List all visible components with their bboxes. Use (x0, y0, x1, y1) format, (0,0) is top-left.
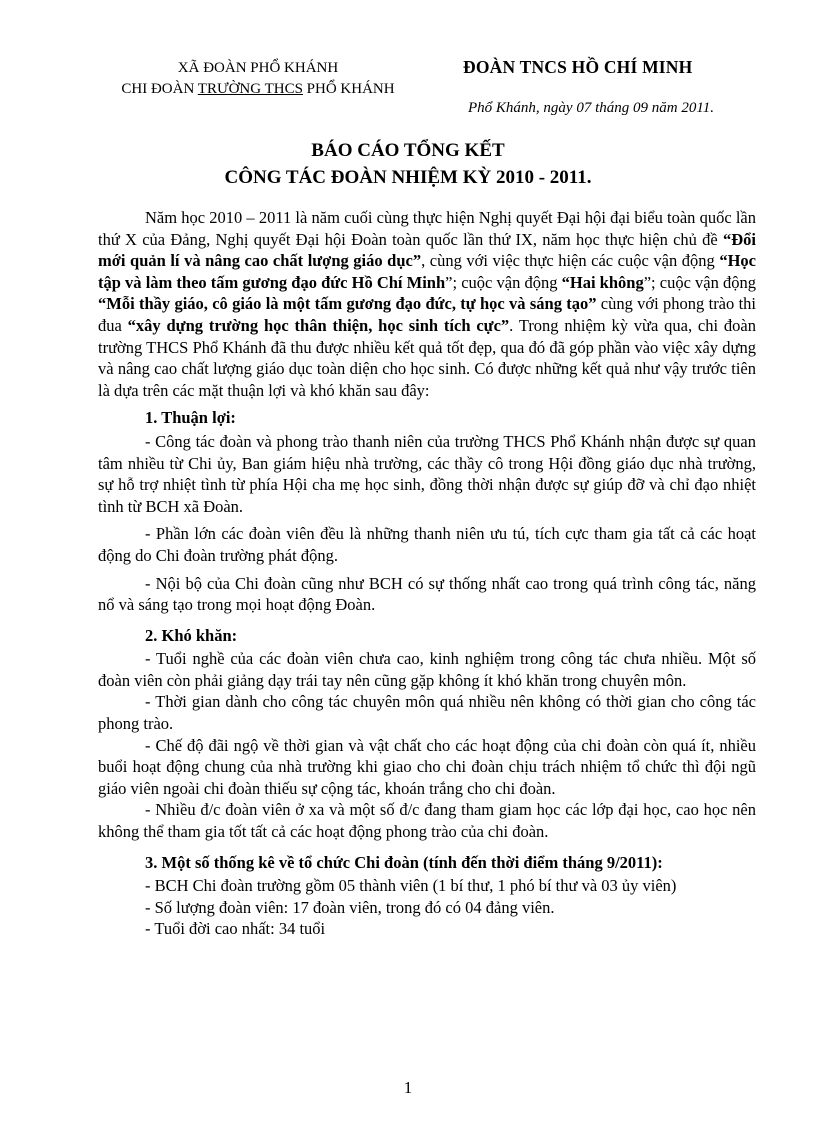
place-date: Phổ Khánh, ngày 07 tháng 09 năm 2011. (468, 100, 714, 116)
section-2-item: - Thời gian dành cho công tác chuyên môn quá nhiều nên không có thời gian cho công tác phong trào. (98, 692, 756, 734)
section-2-heading: 2. Khó khăn: (145, 625, 238, 645)
section-3-item: - Tuổi đời cao nhất: 34 tuổi (145, 919, 326, 939)
intro-bold-4: “Mỗi thầy giáo, cô giáo là một tấm gương đạo đức, tự học và sáng tạo” (98, 294, 597, 314)
section-2-item: - Nhiều đ/c đoàn viên ở xa và một số đ/c đang tham giam học các lớp đại học, cao học nên không thể tham gia tốt tất cả các hoạt động phong trào của chi đoàn. (98, 800, 756, 842)
intro-text-6: . Trong nhiệm kỳ vừa qua, chi đoàn trường THCS Phổ Khánh đã thu được nhiều kết quả tốt đẹp, qua đó đã góp phần vào việc xây dựng và nâng cao chất lượng giáo dục toàn diện cho học sinh. Có được những kết quả như vậy trước tiên là dựa trên các mặt thuận lợi và khó khăn sau đây: (98, 315, 756, 400)
intro-text-1: Năm học 2010 – 2011 là năm cuối cùng thực hiện Nghị quyết Đại hội đại biểu toàn quốc lần thứ X của Đảng, Nghị quyết Đại hội Đoàn toàn quốc lần thứ IX, năm học thực hiện chủ đề (98, 208, 756, 249)
section-1-item: - Nội bộ của Chi đoàn cũng như BCH có sự thống nhất cao trong quá trình công tác, năng nổ và sáng tạo trong mọi hoạt động Đoàn. (98, 573, 756, 615)
intro-text-4: ”; cuộc vận động (643, 272, 756, 292)
org-line-2 (98, 79, 418, 100)
section-2-item: - Tuổi nghề của các đoàn viên chưa cao, kinh nghiệm trong công tác chưa nhiều. Một số đoàn viên còn phải giảng dạy trái tay nên cũng gặp không ít khó khăn trong chuyên môn. (98, 649, 756, 690)
intro-text-2: , cùng với việc thực hiện các cuộc vận động (421, 251, 720, 271)
report-body (98, 207, 756, 940)
org-line-2-suffix: PHỔ KHÁNH (302, 81, 395, 97)
page-number: 1 (403, 1078, 413, 1097)
report-title-line-1: BÁO CÁO TỔNG KẾT (311, 140, 505, 161)
intro-paragraph (98, 207, 756, 401)
intro-bold-5: “xây dựng trường học thân thiện, học sinh tích cực” (127, 315, 510, 335)
org-line-2-underlined: TRƯỜNG THCS (197, 81, 303, 97)
section-2-item: - Chế độ đãi ngộ về thời gian và vật chất cho các hoạt động của chi đoàn còn quá ít, nhiều buổi hoạt động chung của nhà trường khi giao cho chi đoàn chịu trách nhiệm tổ chức thì đội ngũ giáo viên ngoài chi đoàn thiếu sự cộng tác, khoán trắng cho chi đoàn. (98, 735, 756, 798)
section-1-item: - Công tác đoàn và phong trào thanh niên của trường THCS Phổ Khánh nhận được sự quan tâm nhiều từ Chi ủy, Ban giám hiệu nhà trường, các thầy cô trong Hội đồng giáo dục nhà trường, sự hỗ trợ nhiệt tình từ phía Hội cha mẹ học sinh, đồng thời nhận được sự giúp đỡ và chỉ đạo nhiệt tình từ BCH xã Đoàn. (98, 431, 756, 516)
organization-header (98, 58, 418, 100)
section-3-item: - BCH Chi đoàn trường gồm 05 thành viên (1 bí thư, 1 phó bí thư và 03 ủy viên) (145, 876, 677, 896)
section-3-item: - Số lượng đoàn viên: 17 đoàn viên, trong đó có 04 đảng viên. (145, 897, 555, 917)
intro-bold-1: “Đổi mới quản lí và nâng cao chất lượng giáo dục” (98, 229, 756, 271)
org-line-1: XÃ ĐOÀN PHỔ KHÁNH (177, 60, 339, 76)
section-3-heading: 3. Một số thống kê về tổ chức Chi đoàn (tính đến thời điểm tháng 9/2011): (145, 852, 663, 872)
intro-bold-3: “Hai không (561, 272, 644, 292)
intro-bold-2: “Học tập và làm theo tấm gương đạo đức Hồ Chí Minh (98, 251, 756, 292)
section-1-heading: 1. Thuận lợi: (145, 408, 236, 428)
intro-text-5: cùng với phong trào thi đua (98, 294, 756, 335)
report-title-line-2: CÔNG TÁC ĐOÀN NHIỆM KỲ 2010 - 2011. (224, 167, 592, 188)
section-1-item: - Phần lớn các đoàn viên đều là những thanh niên ưu tú, tích cực tham gia tất cả các hoạt động do Chi đoàn trường phát động. (98, 524, 756, 565)
intro-text-3: ”; cuộc vận động (445, 272, 562, 292)
union-name: ĐOÀN TNCS HỒ CHÍ MINH (463, 57, 693, 77)
org-line-2-prefix: CHI ĐOÀN (121, 81, 198, 97)
